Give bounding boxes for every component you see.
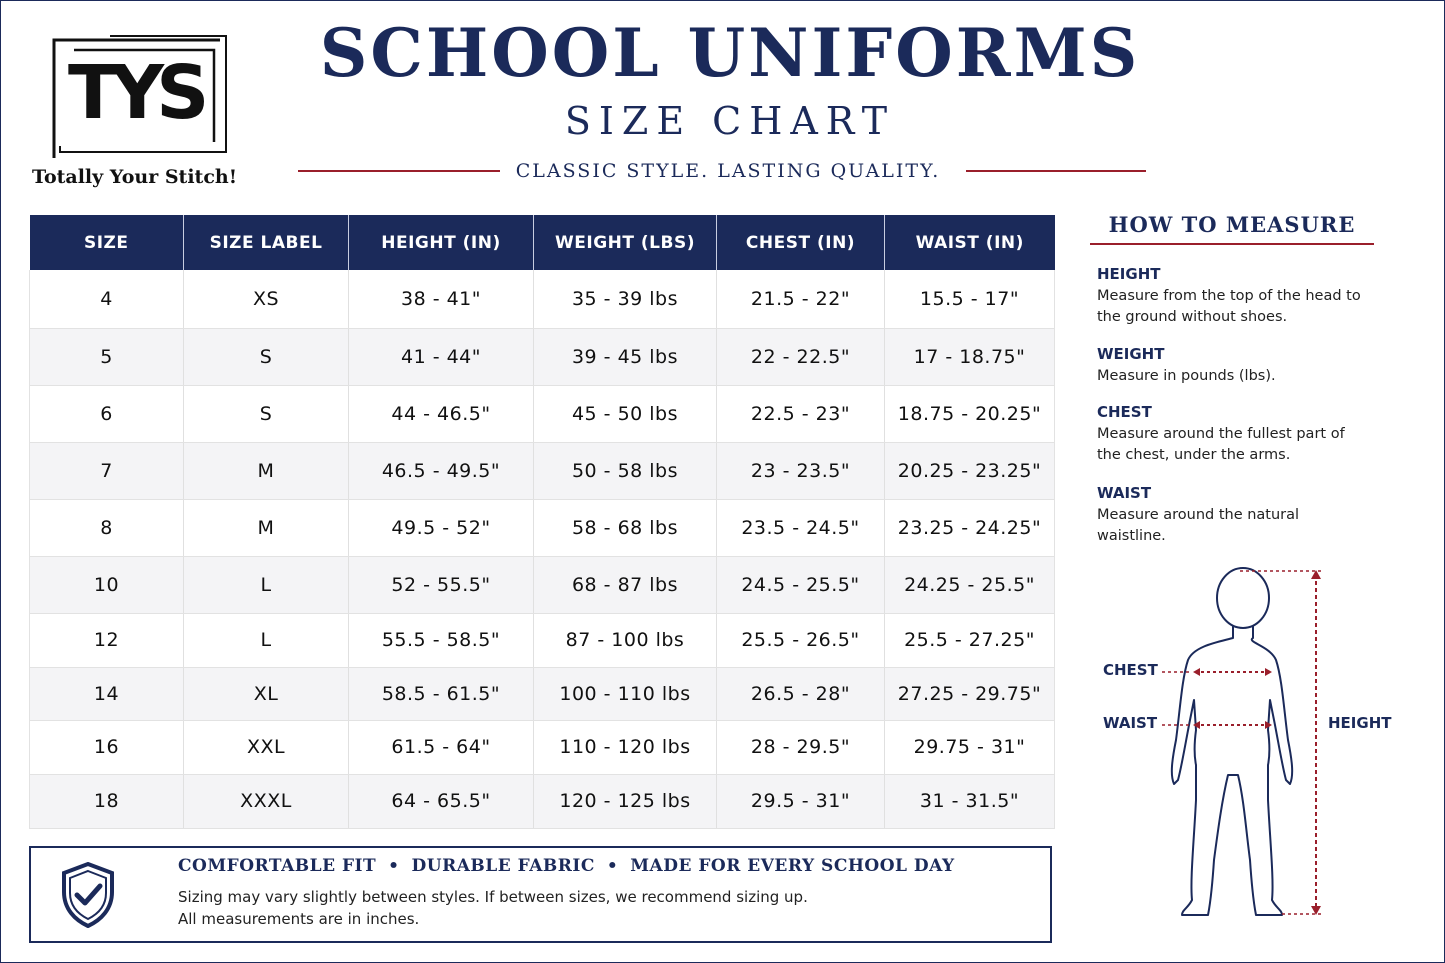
table-cell: 17 - 18.75" [885,328,1055,385]
child-silhouette-icon [1090,560,1390,925]
table-cell: 28 - 29.5" [717,720,885,774]
measure-height-label: HEIGHT [1097,265,1161,283]
feature-separator: • [388,856,400,876]
table-cell: 18.75 - 20.25" [885,385,1055,442]
feature-comfortable-fit: COMFORTABLE FIT [178,856,377,876]
table-cell: 120 - 125 lbs [534,774,717,828]
table-cell: 68 - 87 lbs [534,556,717,613]
table-cell: 20.25 - 23.25" [885,442,1055,499]
how-to-measure-rule [1090,243,1374,245]
sizing-note: Sizing may vary slightly between styles. If between sizes, we recommend sizing up. [178,888,808,906]
column-header: HEIGHT (IN) [349,215,534,270]
figure-chest-label: CHEST [1103,661,1158,679]
table-cell: 24.25 - 25.5" [885,556,1055,613]
table-cell: 24.5 - 25.5" [717,556,885,613]
feature-separator: • [606,856,619,876]
measure-weight-label: WEIGHT [1097,345,1165,363]
table-row [30,613,1055,667]
table-cell: 15.5 - 17" [885,270,1055,328]
table-cell: 22.5 - 23" [717,385,885,442]
table-cell: 87 - 100 lbs [534,613,717,667]
table-cell: 52 - 55.5" [349,556,534,613]
feature-every-school-day: MADE FOR EVERY SCHOOL DAY [630,856,955,876]
table-cell: 21.5 - 22" [717,270,885,328]
table-header-row [30,215,1055,270]
table-row [30,667,1055,720]
table-cell: 23.5 - 24.5" [717,499,885,556]
measure-weight-text: Measure in pounds (lbs). [1097,368,1276,384]
logo-letters: TYS [68,50,202,136]
table-cell: 38 - 41" [349,270,534,328]
tagline-rule-left [298,170,500,172]
brand-tagline: Totally Your Stitch! [32,166,238,188]
table-cell: 23 - 23.5" [717,442,885,499]
column-header: SIZE LABEL [184,215,349,270]
column-header: WEIGHT (LBS) [534,215,717,270]
body-measure-diagram [1090,560,1390,929]
table-cell: 44 - 46.5" [349,385,534,442]
measure-waist-label: WAIST [1097,484,1152,502]
table-cell: 23.25 - 24.25" [885,499,1055,556]
table-cell: 39 - 45 lbs [534,328,717,385]
table-cell: 31 - 31.5" [885,774,1055,828]
table-cell: 18 [30,774,184,828]
table-cell: XL [184,667,349,720]
table-cell: 8 [30,499,184,556]
table-cell: 49.5 - 52" [349,499,534,556]
measure-chest-label: CHEST [1097,403,1152,421]
table-cell: 29.5 - 31" [717,774,885,828]
tagline-row [298,158,1148,184]
page-title: SCHOOL UNIFORMS [319,14,1141,92]
table-cell: 25.5 - 27.25" [885,613,1055,667]
column-header: SIZE [30,215,184,270]
table-cell: L [184,556,349,613]
table-cell: 100 - 110 lbs [534,667,717,720]
table-row [30,720,1055,774]
table-cell: 7 [30,442,184,499]
table-row [30,499,1055,556]
table-cell: 58 - 68 lbs [534,499,717,556]
table-row [30,270,1055,328]
table-cell: 45 - 50 lbs [534,385,717,442]
table-cell: 35 - 39 lbs [534,270,717,328]
table-cell: 29.75 - 31" [885,720,1055,774]
shield-check-icon [61,862,115,928]
figure-height-label: HEIGHT [1328,714,1392,732]
table-cell: 50 - 58 lbs [534,442,717,499]
table-cell: 22 - 22.5" [717,328,885,385]
table-cell: 12 [30,613,184,667]
brand-logo [30,30,238,195]
table-cell: 25.5 - 26.5" [717,613,885,667]
figure-waist-label: WAIST [1103,714,1158,732]
table-cell: 58.5 - 61.5" [349,667,534,720]
how-to-measure-title: HOW TO MEASURE [1108,212,1356,237]
table-row [30,774,1055,828]
table-cell: 5 [30,328,184,385]
table-row [30,442,1055,499]
table-cell: XXXL [184,774,349,828]
table-cell: 110 - 120 lbs [534,720,717,774]
table-cell: L [184,613,349,667]
table-cell: 10 [30,556,184,613]
table-cell: 41 - 44" [349,328,534,385]
feature-durable-fabric: DURABLE FABRIC [411,856,595,876]
fit-info-box [29,846,1052,943]
table-cell: 46.5 - 49.5" [349,442,534,499]
units-note: All measurements are in inches. [178,910,420,928]
measure-chest-text: Measure around the fullest part of the chest, under the arms. [1097,426,1345,463]
column-header: CHEST (IN) [717,215,885,270]
table-cell: M [184,442,349,499]
table-row [30,556,1055,613]
table-cell: 64 - 65.5" [349,774,534,828]
tagline-rule-right [966,170,1146,172]
measure-height-text: Measure from the top of the head to the ground without shoes. [1097,288,1361,325]
table-cell: 61.5 - 64" [349,720,534,774]
table-cell: XXL [184,720,349,774]
table-cell: S [184,328,349,385]
table-cell: XS [184,270,349,328]
table-row [30,328,1055,385]
table-cell: 4 [30,270,184,328]
table-cell: 27.25 - 29.75" [885,667,1055,720]
table-row [30,385,1055,442]
header-tagline: CLASSIC STYLE. LASTING QUALITY. [515,160,941,182]
table-cell: 14 [30,667,184,720]
table-cell: S [184,385,349,442]
page-subtitle: SIZE CHART [564,99,896,143]
size-table [29,215,1055,829]
column-header: WAIST (IN) [885,215,1055,270]
table-cell: 6 [30,385,184,442]
fit-features [178,856,955,876]
table-cell: 55.5 - 58.5" [349,613,534,667]
table-cell: M [184,499,349,556]
measure-waist-text: Measure around the natural waistline. [1097,507,1300,544]
table-cell: 16 [30,720,184,774]
table-cell: 26.5 - 28" [717,667,885,720]
